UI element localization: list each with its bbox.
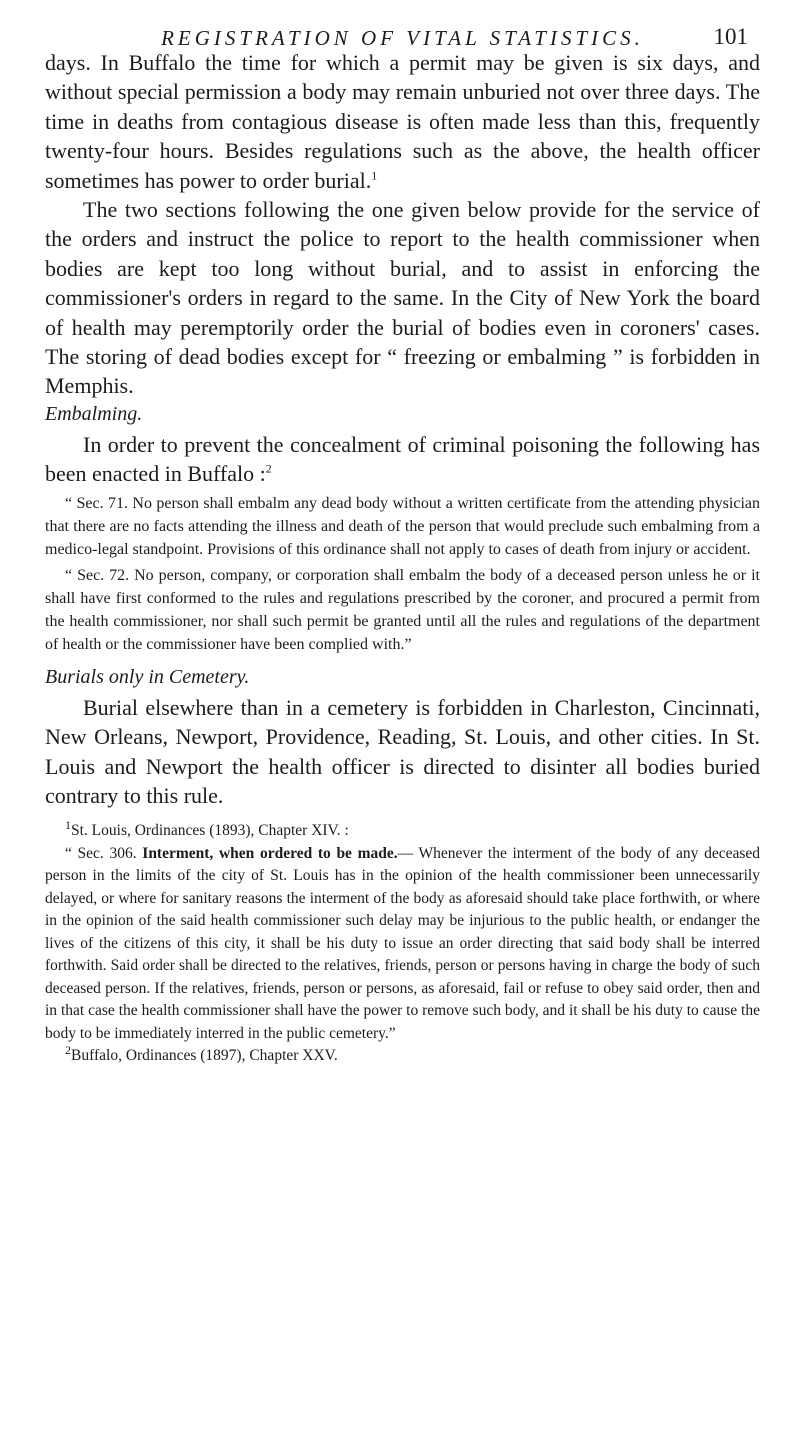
footnote-2-marker: 2 bbox=[65, 1043, 71, 1058]
heading-embalming: Embalming. bbox=[45, 402, 143, 425]
footnote-2: $^2$Buffalo, Ordinances (1897), Chapter XXV. bbox=[65, 1043, 338, 1065]
footnote-1-source: $^1$St. Louis, Ordinances (1893), Chapter XIV. : bbox=[65, 818, 349, 840]
quote-sec-71: “ Sec. 71. No person shall embalm any dead body without a written certificate from the attending physician that there are no facts attending the illness and death of the person that would preclude such embalming from a medico-legal standpoint. Provisions of this ordinance shall not apply to cases of death from injury or accident. bbox=[45, 494, 760, 558]
page-number: 101 bbox=[713, 24, 748, 49]
paragraph-police-orders: The two sections following the one given below provide for the service of the orders and instruct the police to report to the health commissioner when bodies are kept too long without burial, and to assist in enforcing the commissioner's orders in regard to the same. In the City of New York the board of health may peremptorily order the burial of bodies even in coroners' cases. The storing of dead bodies except for “ freezing or embalming ” is forbidden in Memphis. bbox=[45, 197, 760, 399]
footnote-1-marker: 1 bbox=[65, 818, 71, 833]
footnote-ref-2[interactable]: 2 bbox=[265, 461, 272, 476]
running-head-title: REGISTRATION OF VITAL STATISTICS. bbox=[161, 26, 644, 50]
footnote-1-sec-prefix: “ Sec. 306. bbox=[65, 844, 137, 862]
footnote-1-sec-title: Interment, when ordered to be made. bbox=[142, 844, 398, 862]
quote-sec-72: “ Sec. 72. No person, company, or corporation shall embalm the body of a deceased person unless he or it shall have first conformed to the rules and regulations prescribed by the coroner, and procured a permit from the health commissioner, nor shall such permit be granted until all the rules and regulations of the department of health or the commissioner have been complied with.” bbox=[45, 566, 760, 653]
paragraph-embalming-intro: In order to prevent the concealment of criminal poisoning the following has been enacted in Buffalo :$^2$ bbox=[45, 431, 760, 487]
footnote-ref-1[interactable]: 1 bbox=[371, 168, 378, 183]
footnote-separator bbox=[45, 810, 760, 820]
paragraph-burials-cemetery: Burial elsewhere than in a cemetery is forbidden in Charleston, Cincinnati, New Orleans, Newport, Providence, Reading, St. Louis, and other cities. In St. Louis and Newport the health officer is directed to disinter all bodies buried contrary to this rule. bbox=[45, 694, 760, 808]
running-head bbox=[45, 0, 760, 48]
paragraph-burial-time: days. In Buffalo the time for which a permit may be given is six days, and without special permission a body may remain unburied not over three days. The time in deaths from contagious disease is often made less than this, frequently twenty-four hours. Besides regulations such as the above, the health officer sometimes has power to order burial.$^1$ bbox=[45, 50, 760, 193]
footnote-1-body bbox=[45, 843, 760, 1046]
heading-burials-cemetery: Burials only in Cemetery. bbox=[45, 665, 250, 688]
footnote-1-text: — Whenever the interment of the body of any deceased person in the limits of the city of St. Louis has in the opinion of the health commissioner been unnecessarily delayed, or where for sanitary reasons the interment of the body as aforesaid should take place forthwith, or where in the opinion of the said health commissioner such delay may be injurious to the public health, or endanger the lives of the citizens of this city, it shall be his duty to issue an order directing that said body shall be interred forthwith. Said order shall be directed to the relatives, friends, person or persons having in charge the body of such deceased person. If the relatives, friends, person or persons, as aforesaid, fail or refuse to obey said order, then and in that case the health commissioner shall have the power to remove such body, and it shall be his duty to cause the body to be immediately interred in the public cemetery.” bbox=[45, 844, 760, 1042]
